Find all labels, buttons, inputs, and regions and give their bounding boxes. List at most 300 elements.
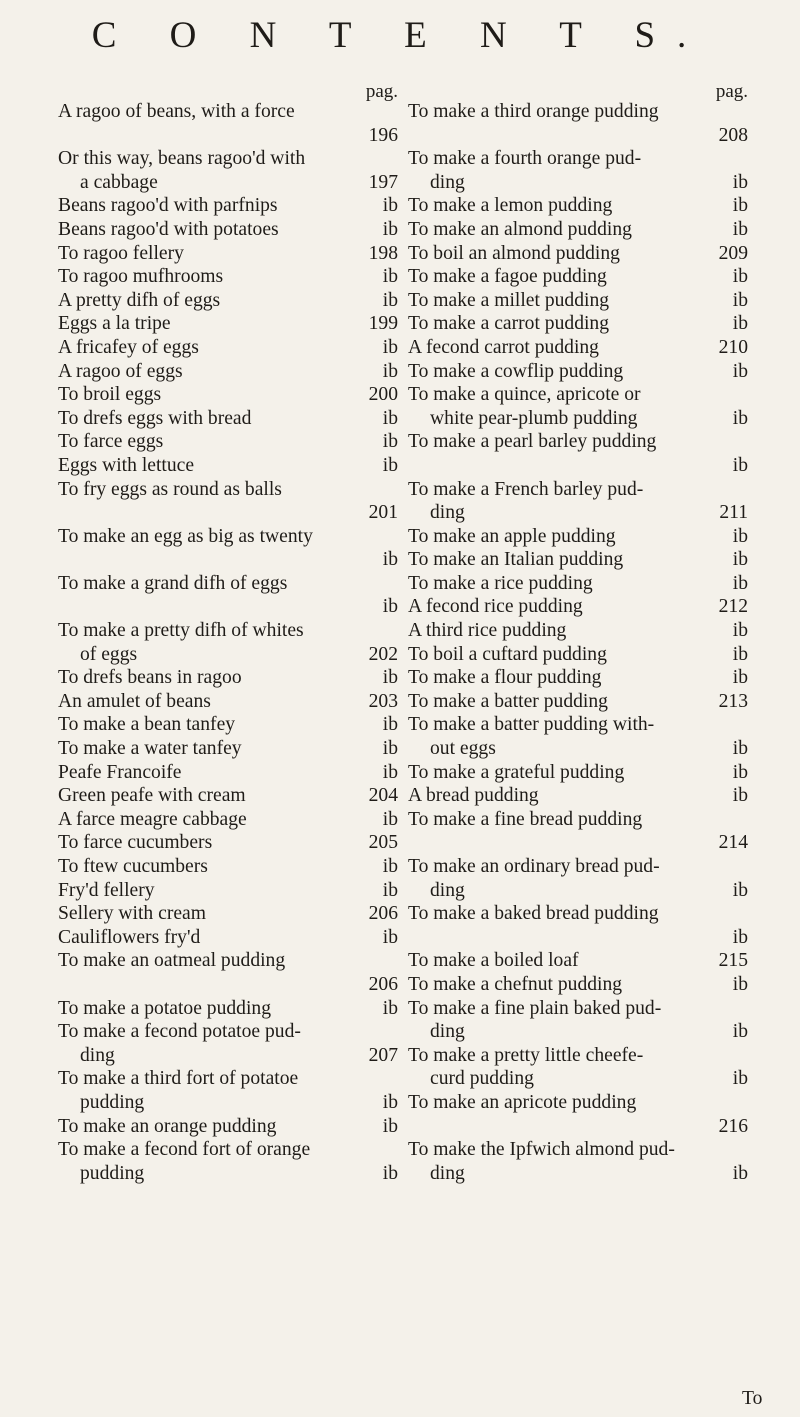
entry-title: Beans ragoo'd with potatoes xyxy=(58,218,279,240)
entry-line xyxy=(408,430,748,454)
page-number: ib xyxy=(732,525,748,547)
entry-title: To make a pretty difh of whites xyxy=(58,620,304,642)
entry-title: To make an almond pudding xyxy=(408,218,632,240)
entry-line xyxy=(58,218,398,242)
contents-entry xyxy=(58,360,398,384)
entry-title: To make a fagoe pudding xyxy=(408,266,607,288)
contents-entry xyxy=(58,997,398,1021)
page-number: ib xyxy=(732,313,748,335)
entry-line xyxy=(408,761,748,785)
entry-title: To make an orange pudding xyxy=(58,1115,277,1137)
entry-title: A ragoo of eggs xyxy=(58,360,183,382)
contents-entry xyxy=(408,1091,748,1138)
page-number: 216 xyxy=(718,1115,748,1137)
entry-line xyxy=(58,595,398,619)
entry-line xyxy=(408,997,748,1021)
entry-line xyxy=(408,100,748,124)
page-header: C O N T E N T S. xyxy=(91,15,709,56)
entry-list xyxy=(58,100,398,1185)
entry-line xyxy=(408,949,748,973)
entry-line xyxy=(58,902,398,926)
entry-title: white pear-plumb pudding xyxy=(430,407,638,429)
page-number: 211 xyxy=(719,502,748,524)
entry-line xyxy=(408,619,748,643)
contents-entry xyxy=(408,1044,748,1091)
entry-line xyxy=(408,265,748,289)
contents-entry xyxy=(408,619,748,643)
entry-title: pudding xyxy=(80,1091,145,1113)
contents-entry xyxy=(58,265,398,289)
entry-title: To ftew cucumbers xyxy=(58,856,208,877)
entry-title: To make a rice pudding xyxy=(408,572,593,594)
contents-entry xyxy=(58,761,398,785)
contents-entry xyxy=(408,548,748,572)
page-number: ib xyxy=(732,667,748,689)
contents-entry xyxy=(408,525,748,549)
contents-entry xyxy=(58,572,398,619)
contents-entry xyxy=(58,879,398,903)
page-number: ib xyxy=(382,1162,398,1184)
page-number: ib xyxy=(732,195,748,217)
entry-line xyxy=(58,973,398,997)
entry-title: To farce eggs xyxy=(58,431,164,453)
entry-line xyxy=(58,171,398,195)
contents-entry xyxy=(58,690,398,714)
entry-title: To make a grateful pudding xyxy=(408,761,625,783)
entry-line xyxy=(58,713,398,737)
entry-title: A pretty difh of eggs xyxy=(58,289,221,311)
contents-entry xyxy=(58,784,398,808)
pag-label: pag. xyxy=(365,81,398,102)
page-number: ib xyxy=(382,879,398,901)
contents-entry xyxy=(408,242,748,266)
entry-line xyxy=(58,1138,398,1162)
entry-title: of eggs xyxy=(80,643,138,665)
entry-title: To make a potatoe pudding xyxy=(58,997,272,1019)
page-number: 206 xyxy=(368,973,398,995)
page-number: ib xyxy=(732,549,748,571)
entry-line xyxy=(58,619,398,643)
entry-line xyxy=(408,784,748,808)
page-number: ib xyxy=(732,738,748,760)
contents-entry xyxy=(408,949,748,973)
entry-line xyxy=(58,147,398,171)
entry-title: To make a chefnut pudding xyxy=(408,973,623,995)
entry-title: curd pudding xyxy=(430,1068,534,1090)
entry-title: To boil an almond pudding xyxy=(408,242,620,264)
entry-line xyxy=(408,1067,748,1091)
contents-entry xyxy=(58,713,398,737)
page-number: 207 xyxy=(368,1044,398,1066)
entry-line xyxy=(58,430,398,454)
entry-title: To make a fecond fort of orange xyxy=(58,1139,311,1161)
entry-title: To make a bean tanfey xyxy=(58,714,236,736)
page-number: ib xyxy=(382,738,398,760)
entry-title: A bread pudding xyxy=(408,785,539,807)
entry-line xyxy=(408,1044,748,1068)
contents-entry xyxy=(408,336,748,360)
page-number: 215 xyxy=(718,950,748,972)
entry-line xyxy=(408,902,748,926)
page-number: 214 xyxy=(718,832,748,854)
entry-line xyxy=(58,997,398,1021)
page-number: ib xyxy=(732,407,748,429)
page-number: 197 xyxy=(368,171,398,193)
entry-line xyxy=(408,737,748,761)
entry-title: To make a millet pudding xyxy=(408,289,610,311)
page-number: ib xyxy=(382,218,398,240)
entry-line xyxy=(58,1044,398,1068)
contents-entry xyxy=(58,478,398,525)
contents-entry xyxy=(58,383,398,407)
entry-title: To make an Italian pudding xyxy=(408,549,624,571)
page-number: ib xyxy=(732,572,748,594)
entry-title: To ragoo mufhrooms xyxy=(58,266,224,288)
entry-title: To fry eggs as round as balls xyxy=(58,478,282,500)
contents-entry xyxy=(408,902,748,949)
page-number: 210 xyxy=(718,336,748,358)
entry-title: To make a pretty little cheefe- xyxy=(408,1044,644,1066)
entry-line xyxy=(408,336,748,360)
contents-entry xyxy=(58,454,398,478)
entry-title: An amulet of beans xyxy=(58,690,211,712)
page-number: ib xyxy=(382,289,398,311)
entry-title: ding xyxy=(430,1021,465,1043)
page-number: 213 xyxy=(718,690,748,712)
contents-entry xyxy=(58,312,398,336)
contents-entry xyxy=(58,619,398,666)
entry-title: To make a fecond potatoe pud- xyxy=(58,1021,301,1043)
entry-line xyxy=(408,454,748,478)
entry-line xyxy=(58,761,398,785)
contents-entry xyxy=(58,194,398,218)
entry-title: To make a pearl barley pudding xyxy=(408,431,657,453)
entry-title: ding xyxy=(430,171,465,193)
entry-title: A farce meagre cabbage xyxy=(58,808,247,830)
page-number: 209 xyxy=(718,242,748,264)
entry-title: Eggs with lettuce xyxy=(58,454,195,476)
page-number: 199 xyxy=(368,313,398,335)
entry-title: To make a water tanfey xyxy=(58,738,242,760)
entry-title: A fecond carrot pudding xyxy=(408,336,599,358)
entry-title: To make a flour pudding xyxy=(408,667,602,689)
contents-entry xyxy=(58,737,398,761)
entry-title: To make a quince, apricote or xyxy=(408,384,641,406)
entry-line xyxy=(408,1091,748,1115)
entry-line xyxy=(408,548,748,572)
page-number: ib xyxy=(382,407,398,429)
entry-line xyxy=(58,478,398,502)
contents-entry xyxy=(408,218,748,242)
entry-line xyxy=(408,478,748,502)
entry-line xyxy=(58,124,398,148)
page-number: 204 xyxy=(368,785,398,807)
entry-line xyxy=(408,218,748,242)
entry-line xyxy=(408,1162,748,1186)
contents-entry xyxy=(408,643,748,667)
entry-title: A fecond rice pudding xyxy=(408,596,583,618)
entry-title: ding xyxy=(430,1162,465,1184)
entry-title: Sellery with cream xyxy=(58,903,206,925)
entry-title: To make a batter pudding xyxy=(408,690,608,712)
entry-title: ding xyxy=(80,1044,115,1066)
entry-title: To farce cucumbers xyxy=(58,832,213,854)
page-number: ib xyxy=(732,454,748,476)
contents-entry xyxy=(58,1067,398,1114)
page-number: ib xyxy=(382,997,398,1019)
entry-title: To make a fourth orange pud- xyxy=(408,148,642,170)
page-number: ib xyxy=(382,266,398,288)
page-number: ib xyxy=(382,431,398,453)
contents-entry xyxy=(408,100,748,147)
page-number: 196 xyxy=(368,124,398,146)
page-number: 198 xyxy=(368,242,398,264)
page-number: 212 xyxy=(718,596,748,618)
catchword: To xyxy=(742,1388,763,1409)
contents-entry xyxy=(408,572,748,596)
page-number: ib xyxy=(382,667,398,689)
entry-title: Beans ragoo'd with parfnips xyxy=(58,195,278,217)
entry-title: Peafe Francoife xyxy=(58,761,182,783)
page-number: ib xyxy=(732,1162,748,1184)
entry-line xyxy=(408,147,748,171)
contents-entry xyxy=(408,312,748,336)
contents-entry xyxy=(58,1115,398,1139)
entry-line xyxy=(58,1115,398,1139)
page-number: 203 xyxy=(368,690,398,712)
entry-line xyxy=(58,407,398,431)
entry-line xyxy=(58,879,398,903)
entry-title: To make the Ipfwich almond pud- xyxy=(408,1139,675,1161)
entry-title: To make a third fort of potatoe xyxy=(58,1068,299,1090)
page-number: ib xyxy=(382,808,398,830)
page-number: ib xyxy=(382,454,398,476)
entry-line xyxy=(58,242,398,266)
entry-line xyxy=(408,572,748,596)
entry-title: To boil a cuftard pudding xyxy=(408,643,607,665)
entry-line xyxy=(408,525,748,549)
entry-line xyxy=(58,855,398,879)
entry-title: To make a fine bread pudding xyxy=(408,808,643,830)
page-number: ib xyxy=(382,926,398,948)
page-number: ib xyxy=(732,266,748,288)
contents-entry xyxy=(408,478,748,525)
contents-entry xyxy=(408,690,748,714)
contents-entry xyxy=(58,902,398,926)
entry-title: Green peafe with cream xyxy=(58,785,246,807)
contents-entry xyxy=(58,926,398,950)
entry-line xyxy=(408,124,748,148)
entry-line xyxy=(408,171,748,195)
contents-entry xyxy=(408,713,748,760)
entry-title: A third rice pudding xyxy=(408,620,567,642)
contents-entry xyxy=(408,973,748,997)
entry-title: To make a batter pudding with- xyxy=(408,714,655,736)
entry-line xyxy=(58,1091,398,1115)
entry-title: Fry'd fellery xyxy=(58,879,155,901)
page-number: ib xyxy=(732,761,748,783)
contents-entry xyxy=(408,383,748,430)
contents-column-right xyxy=(408,80,748,1185)
entry-line xyxy=(408,879,748,903)
contents-entry xyxy=(408,147,748,194)
page-number: ib xyxy=(382,336,398,358)
contents-entry xyxy=(408,194,748,218)
contents-entry xyxy=(408,265,748,289)
entry-line xyxy=(408,595,748,619)
contents-entry xyxy=(408,1138,748,1185)
entry-line xyxy=(58,1067,398,1091)
contents-entry xyxy=(58,336,398,360)
entry-line xyxy=(58,289,398,313)
entry-line xyxy=(58,548,398,572)
entry-title: out eggs xyxy=(430,738,496,760)
page-number: ib xyxy=(732,1021,748,1043)
entry-line xyxy=(58,383,398,407)
page-number: ib xyxy=(382,549,398,571)
entry-title: To make an egg as big as twenty xyxy=(58,525,313,547)
page-number: ib xyxy=(732,218,748,240)
contents-entry xyxy=(58,1020,398,1067)
entry-title: To drefs eggs with bread xyxy=(58,407,252,429)
entry-title: ding xyxy=(430,879,465,901)
page-number: ib xyxy=(732,1068,748,1090)
entry-line xyxy=(58,926,398,950)
page-number: 200 xyxy=(368,384,398,406)
page-number: ib xyxy=(732,643,748,665)
entry-title: A fricafey of eggs xyxy=(58,336,199,358)
entry-title: Or this way, beans ragoo'd with xyxy=(58,148,306,170)
page-number: ib xyxy=(382,195,398,217)
page-number: ib xyxy=(732,785,748,807)
entry-line xyxy=(58,949,398,973)
entry-title: To make a boiled loaf xyxy=(408,950,579,972)
entry-line xyxy=(58,454,398,478)
entry-line xyxy=(408,1020,748,1044)
page-number: ib xyxy=(732,879,748,901)
entry-line xyxy=(408,383,748,407)
contents-entry xyxy=(408,784,748,808)
contents-entry xyxy=(58,855,398,879)
page-number: ib xyxy=(382,360,398,382)
entry-title: To make a grand difh of eggs xyxy=(58,572,288,594)
entry-line xyxy=(58,784,398,808)
contents-entry xyxy=(58,147,398,194)
entry-line xyxy=(408,690,748,714)
contents-entry xyxy=(408,761,748,785)
entry-line xyxy=(408,808,748,832)
page-number: 202 xyxy=(368,643,398,665)
entry-title: ding xyxy=(430,502,465,524)
pag-label: pag. xyxy=(715,81,748,102)
contents-entry xyxy=(58,289,398,313)
entry-line xyxy=(408,194,748,218)
page-number: 205 xyxy=(368,832,398,854)
entry-line xyxy=(58,831,398,855)
entry-line xyxy=(58,737,398,761)
entry-line xyxy=(408,855,748,879)
entry-title: To make a baked bread pudding xyxy=(408,903,659,925)
entry-title: To ragoo fellery xyxy=(58,242,184,264)
entry-line xyxy=(58,501,398,525)
page-number: ib xyxy=(732,926,748,948)
entry-title: To drefs beans in ragoo xyxy=(58,667,242,689)
contents-column-left xyxy=(58,80,398,1185)
page-number: ib xyxy=(732,289,748,311)
entry-line xyxy=(58,643,398,667)
contents-entry xyxy=(58,218,398,242)
entry-line xyxy=(408,242,748,266)
contents-entry xyxy=(408,595,748,619)
contents-entry xyxy=(58,242,398,266)
entry-line xyxy=(58,572,398,596)
entry-line xyxy=(408,312,748,336)
page-number: ib xyxy=(382,714,398,736)
entry-line xyxy=(58,360,398,384)
entry-line xyxy=(58,312,398,336)
contents-entry xyxy=(58,949,398,996)
contents-entry xyxy=(58,407,398,431)
entry-line xyxy=(408,407,748,431)
contents-entry xyxy=(408,666,748,690)
contents-entry xyxy=(58,666,398,690)
entry-line xyxy=(408,926,748,950)
entry-title: To make a French barley pud- xyxy=(408,478,644,500)
contents-entry xyxy=(58,525,398,572)
entry-title: To broil eggs xyxy=(58,384,162,406)
contents-entry xyxy=(408,855,748,902)
page-number: 206 xyxy=(368,903,398,925)
entry-title: To make an apple pudding xyxy=(408,525,616,547)
entry-line xyxy=(58,1162,398,1186)
entry-title: To make a fine plain baked pud- xyxy=(408,997,662,1019)
page-number: ib xyxy=(732,360,748,382)
entry-title: Cauliflowers fry'd xyxy=(58,926,201,948)
page-number: ib xyxy=(732,171,748,193)
entry-line xyxy=(408,289,748,313)
contents-entry xyxy=(58,430,398,454)
contents-entry xyxy=(408,808,748,855)
page-number: 201 xyxy=(368,502,398,524)
entry-title: a cabbage xyxy=(80,171,158,193)
page-number: 208 xyxy=(718,124,748,146)
contents-entry xyxy=(408,430,748,477)
entry-line xyxy=(58,265,398,289)
entry-line xyxy=(408,1138,748,1162)
contents-entry xyxy=(58,100,398,147)
entry-line xyxy=(408,973,748,997)
entry-line xyxy=(58,525,398,549)
contents-entry xyxy=(58,831,398,855)
page-number: ib xyxy=(732,620,748,642)
entry-line xyxy=(58,690,398,714)
entry-line xyxy=(408,666,748,690)
entry-title: To make a cowflip pudding xyxy=(408,360,624,382)
entry-line xyxy=(408,1115,748,1139)
contents-entry xyxy=(58,808,398,832)
entry-title: To make an oatmeal pudding xyxy=(58,950,286,972)
contents-entry xyxy=(408,289,748,313)
contents-entry xyxy=(408,997,748,1044)
entry-title: A ragoo of beans, with a force xyxy=(58,101,295,122)
entry-title: To make a lemon pudding xyxy=(408,195,613,217)
entry-line xyxy=(58,194,398,218)
entry-line xyxy=(58,336,398,360)
entry-list xyxy=(408,100,748,1185)
entry-line xyxy=(58,808,398,832)
entry-line xyxy=(408,360,748,384)
page-number: ib xyxy=(382,596,398,618)
